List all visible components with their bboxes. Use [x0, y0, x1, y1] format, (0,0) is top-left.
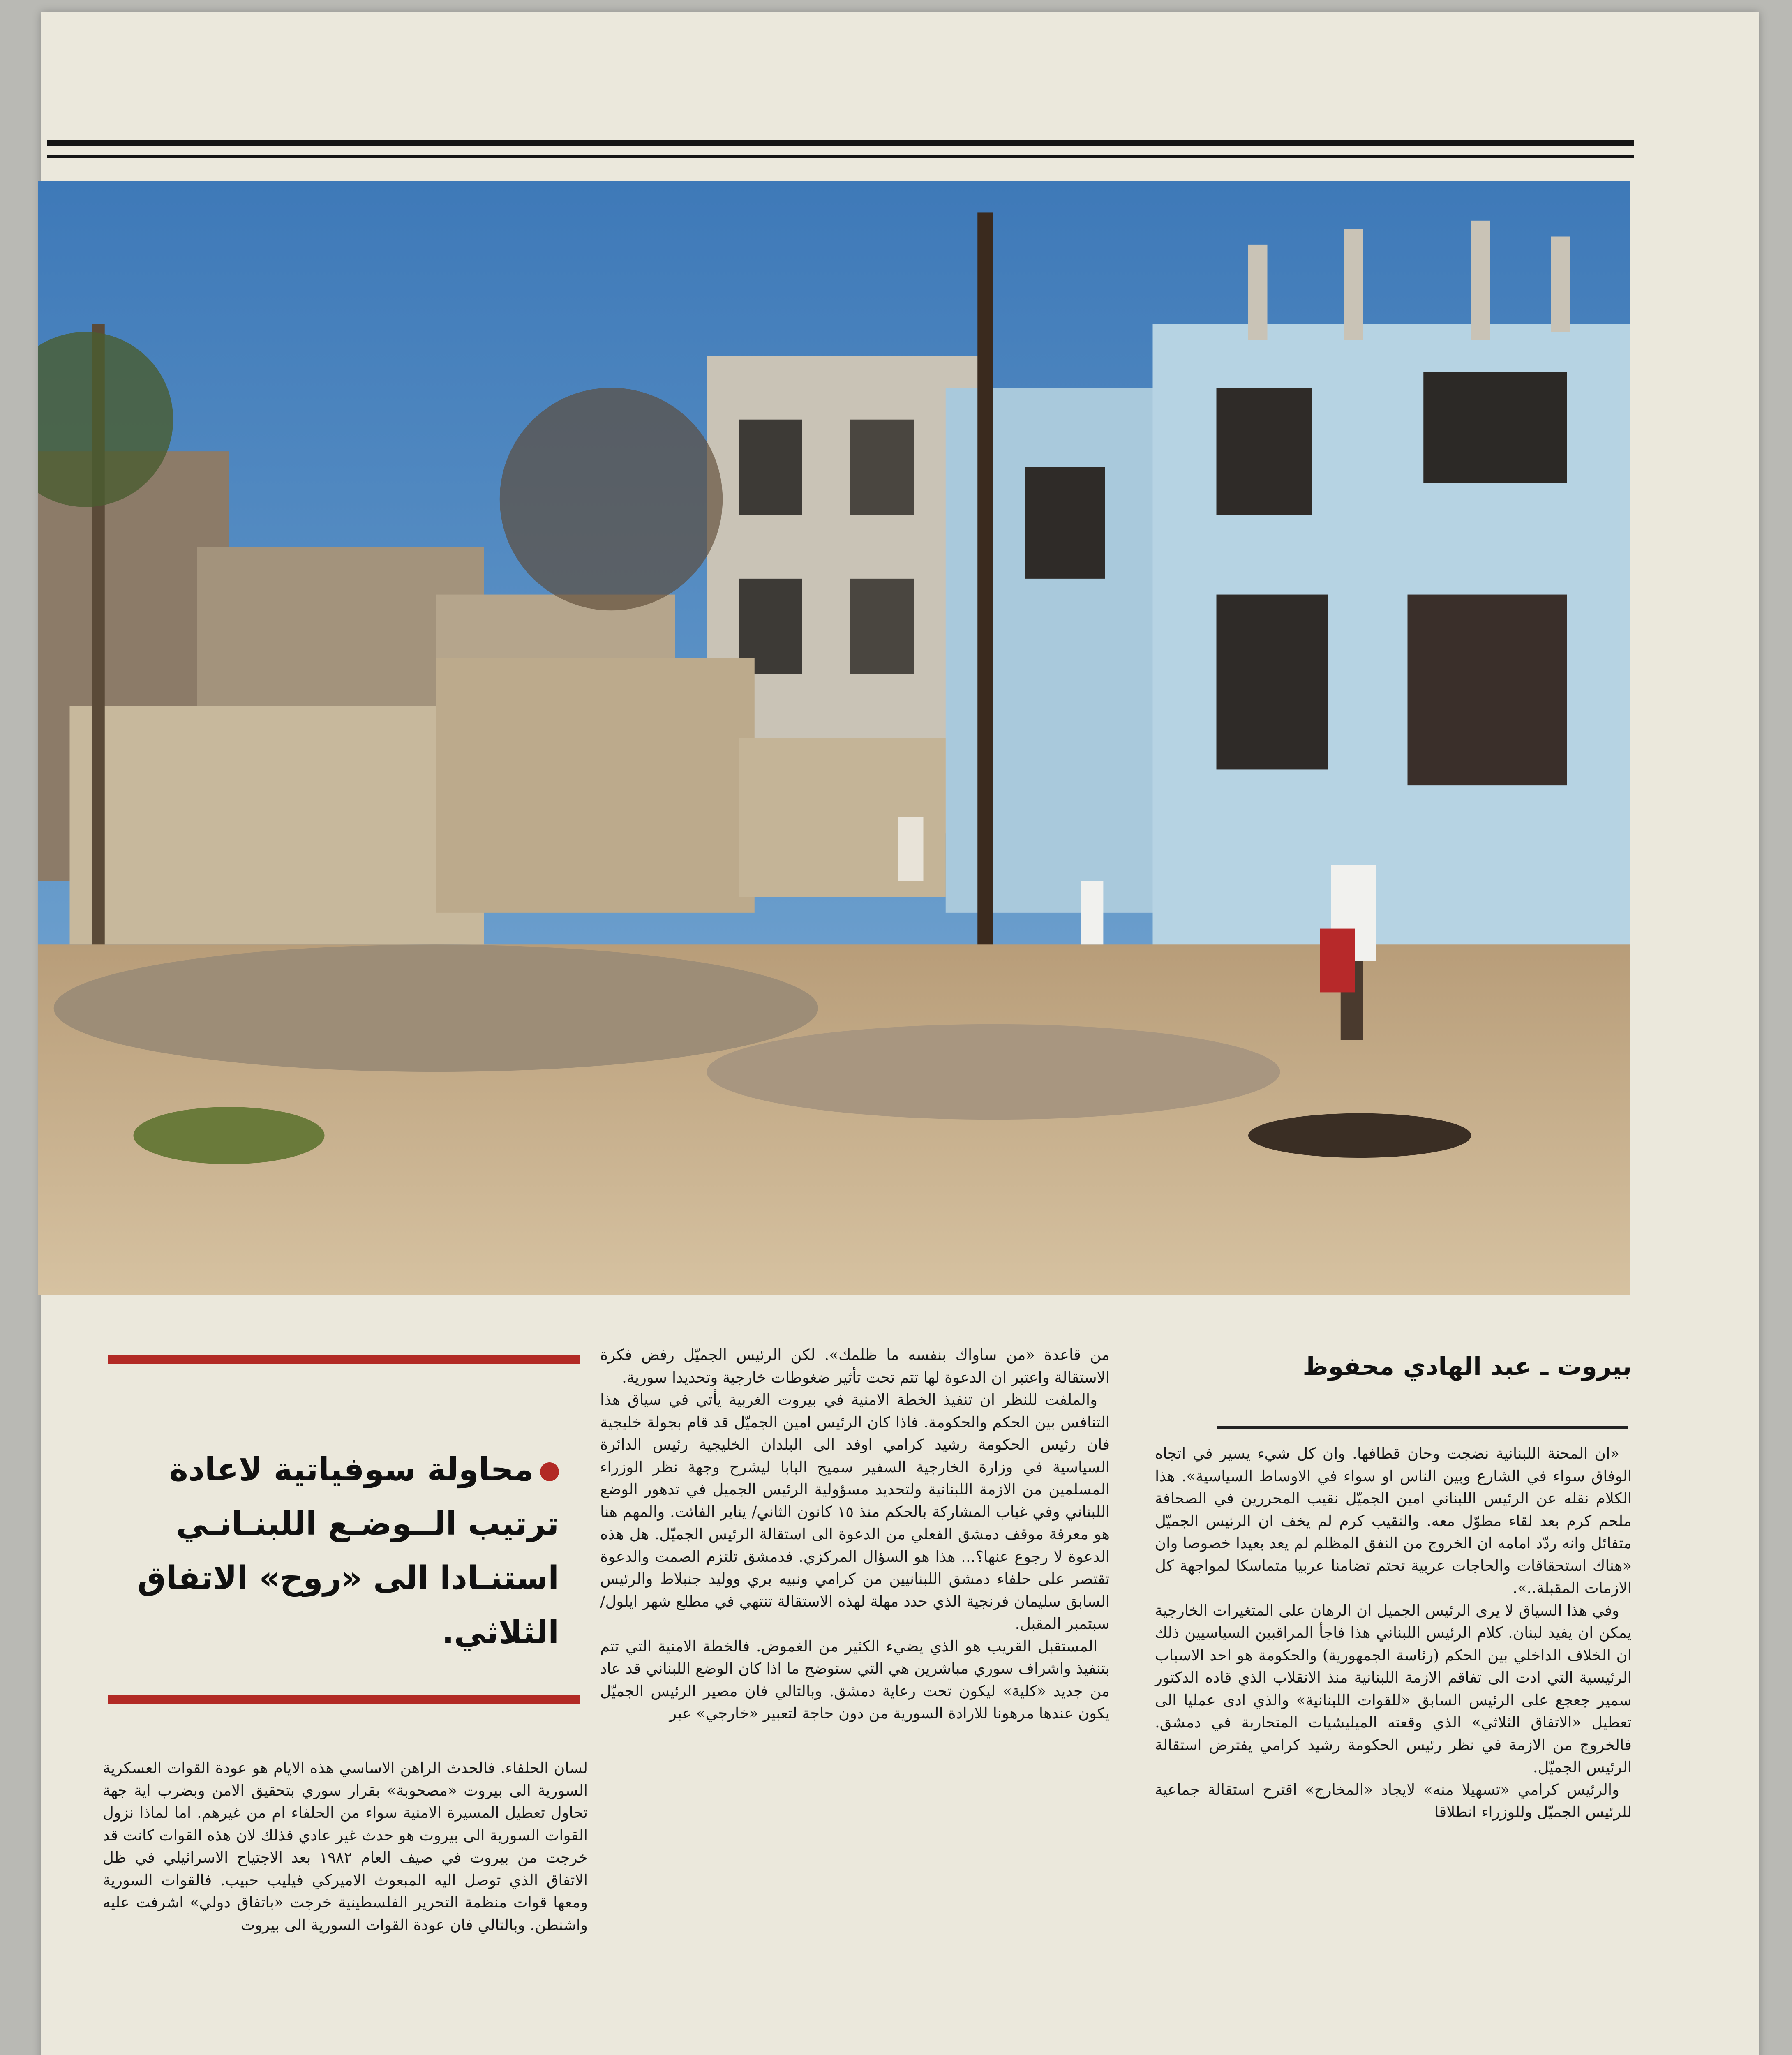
byline: بيروت ـ عبد الهادي محفوظ: [1302, 1352, 1632, 1381]
paragraph: والملفت للنظر ان تنفيذ الخطة الامنية في بيروت الغربية يأتي في سياق هذا التنافس بين الحكم والحكومة. فاذا كان الرئيس امين الجميّل قد قام بجولة خليجية فان رئيس الحكومة رشيد كرامي اوفد الى البلدان الخليجية رئيس الدائرة السياسية في وزارة الخارجية السفير سميح البابا ليشرح وجهة نظر الوزراء المسلمين من الازمة اللبنانية ولتحديد مسؤولية الرئيس الجميل في تدهور الوضع اللبناني وفي غياب المشاركة بالحكم منذ ١٥ كانون الثاني/ يناير الفائت. والمهم هنا هو معرفة موقف دمشق الفعلي من الدعوة الى استقالة الرئيس الجميّل. هل هذه الدعوة لا رجوع عنها؟... هذا هو السؤال المركزي. فدمشق تلتزم الصمت والدعوة تقتصر على حلفاء دمشق اللبنانيين من كرامي ونبيه بري ووليد جنبلاط والرئيس السابق سليمان فرنجية الذي حدد مهلة لهذه الاستقالة تنتهي في مطلع شهر ايلول/ سبتمبر المقبل.: [600, 1391, 1110, 1632]
article-column-2: [600, 1344, 1110, 1725]
paragraph: المستقبل القريب هو الذي يضيء الكثير من الغموض. فالخطة الامنية التي تتم بتنفيذ واشراف سوري مباشرين هي التي ستوضح ما اذا كان الوضع اللبناني قد عاد من جديد «كلية» ليكون تحت رعاية دمشق. وبالتالي فان مصير الرئيس الجميّل يكون عندها مرهونا للارادة السورية من دون حاجة لتعبير «خارجي» عبر: [600, 1637, 1110, 1722]
paragraph: لسان الحلفاء. فالحدث الراهن الاساسي هذه الايام هو عودة القوات العسكرية السورية الى بيروت «مصحوبة» بقرار سوري بتحقيق الامن وبضرب اية جهة تحاول تعطيل المسيرة الامنية سواء من الحلفاء ام من غيرهم. اما لماذا نزول القوات السورية الى بيروت هو حدث غير عادي فذلك لان هذه القوات كانت قد خرجت من بيروت في صيف العام ١٩٨٢ بعد الاجتياح الاسرائيلي في ظل الاتفاق الذي توصل اليه المبعوث الاميركي فيليب حبيب. فالقوات السورية ومعها قوات منظمة التحرير الفلسطينية خرجت «باتفاق دولي» اشرفت عليه واشنطن. وبالتالي فان عودة القوات السورية الى بيروت: [103, 1759, 588, 1934]
paragraph: والرئيس كرامي «تسهيلا منه» لايجاد «المخارج» اقترح استقالة جماعية للرئيس الجميّل وللوزراء انطلاقا: [1155, 1780, 1632, 1821]
photo-illustration: [38, 181, 1630, 1295]
pullquote: [136, 1443, 559, 1660]
paragraph: من قاعدة «من ساواك بنفسه ما ظلمك». لكن الرئيس الجميّل رفض فكرة الاستقالة واعتبر ان الدعوة لها تتم تحت تأثير ضغوطات خارجية وتحديدا سورية.: [600, 1346, 1110, 1386]
byline-rule: [1217, 1426, 1628, 1429]
pullquote-rule-top: [108, 1355, 580, 1364]
pullquote-rule-bottom: [108, 1695, 580, 1704]
article-column-3: [103, 1757, 588, 1936]
paragraph: «ان المحنة اللبنانية نضجت وحان قطافها. وان كل شيء يسير في اتجاه الوفاق سواء في الشارع وبين الناس او سواء في الاوساط السياسية». هذا الكلام نقله عن الرئيس اللبناني امين الجميّل نقيب المحررين في الصحافة ملحم كرم بعد لقاء مطوّل معه. والنقيب كرم لم يخف ان الرئيس الجميّل متفائل وانه ردّد امامه ان الخروج من النفق المظلم لم يعد بعيدا خصوصا وان «هناك استحقاقات والحاجات عربية تحتم تضامنا عربيا متماسكا لمواجهة كل الازمات المقبلة..».: [1155, 1445, 1632, 1597]
paragraph: وفي هذا السياق لا يرى الرئيس الجميل ان الرهان على المتغيرات الخارجية يمكن ان يفيد لبنان. كلام الرئيس اللبناني هذا فاجأ المراقبين السياسيين ذلك ان الخلاف الداخلي بين الحكم (رئاسة الجمهورية) والحكومة هو احد الاسباب الرئيسية التي ادت الى تفاقم الازمة اللبنانية منذ الانقلاب الذي قاده الدكتور سمير جعجع على الرئيس السابق «للقوات اللبنانية» والذي ادى عمليا الى تعطيل «الاتفاق الثلاثي» الذي وقعته الميليشيات المتحاربة في دمشق. فالخروج من الازمة في نظر رئيس الحكومة رشيد كرامي يفترض استقالة الرئيس الجميّل.: [1155, 1601, 1632, 1776]
pullquote-text: محاولة سوفياتية لاعادة ترتيب الــوضـع اللبنـانـي استنـادا الى «روح» الاتفاق الثلاثي.: [137, 1451, 559, 1651]
top-rule-thick: [47, 140, 1634, 146]
ruined-buildings-photo: [38, 181, 1630, 1295]
top-rule-thin: [47, 155, 1634, 158]
bullet-icon: [540, 1462, 559, 1481]
article-column-1: [1155, 1443, 1632, 1824]
